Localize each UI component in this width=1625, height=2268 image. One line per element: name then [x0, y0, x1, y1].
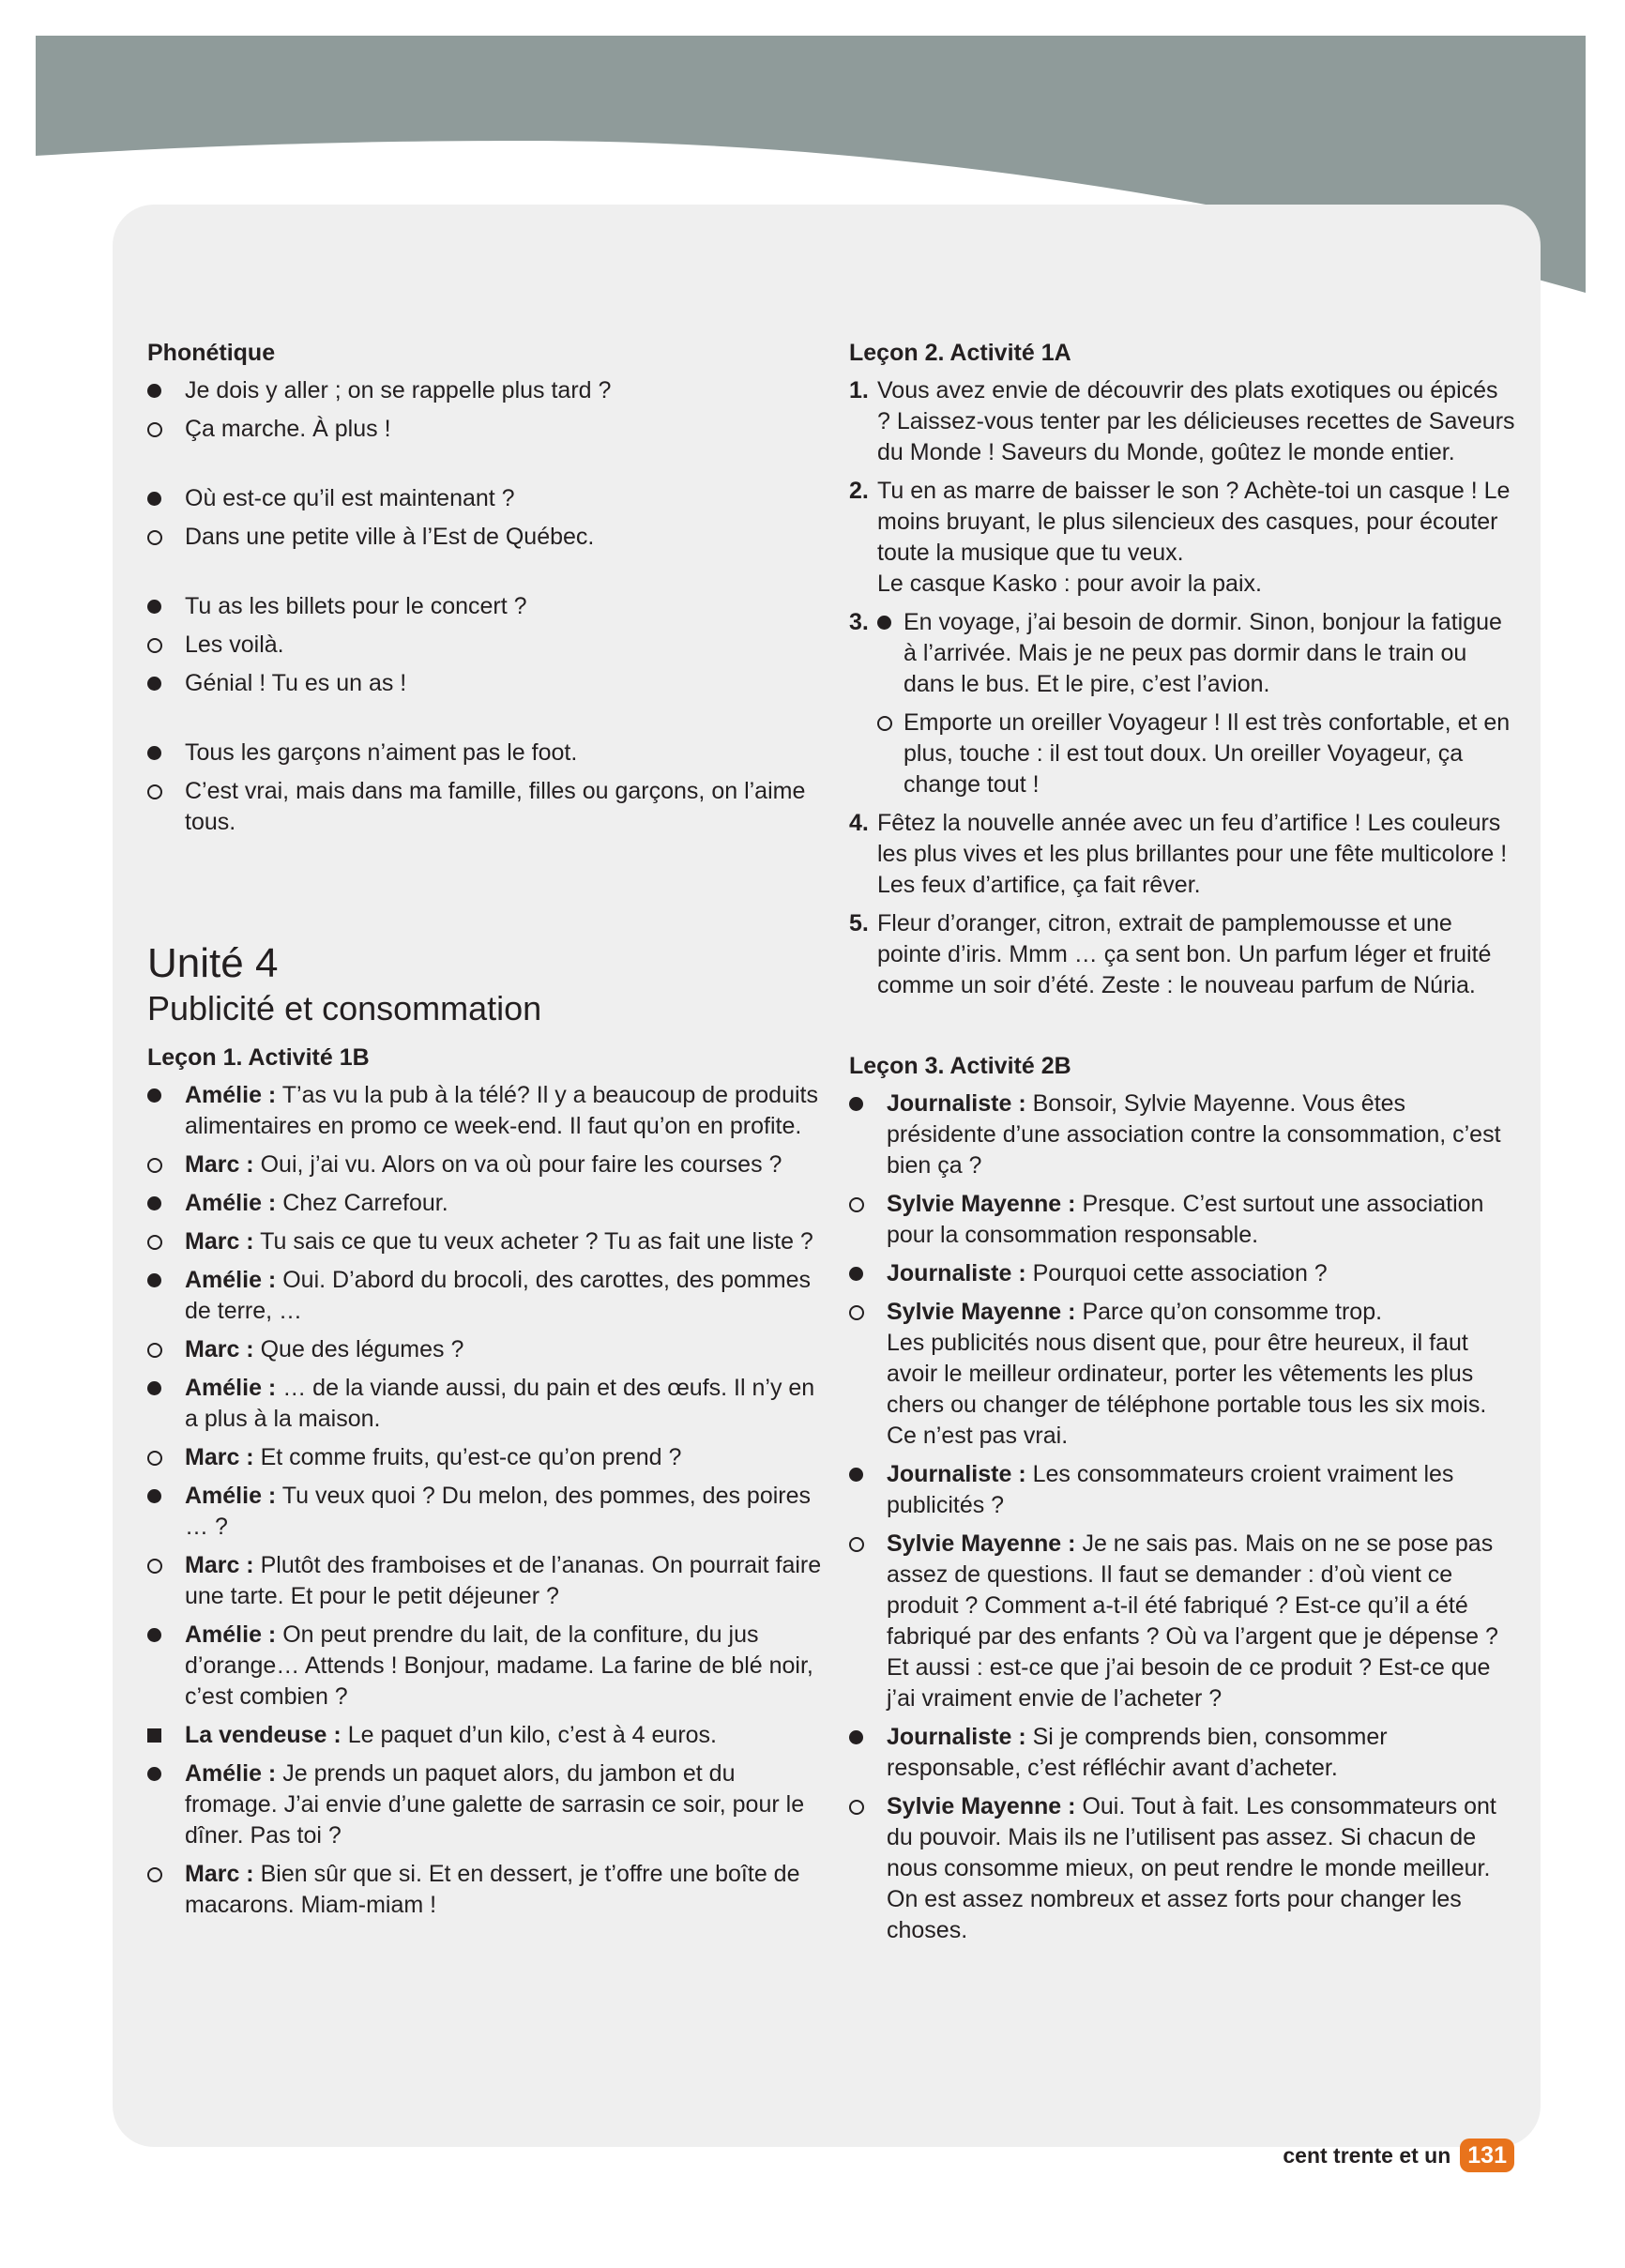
dialogue-text: Bonsoir, Sylvie Mayenne. Vous êtes présidente d’une association contre la consommation, c’est bien ça ?: [887, 1090, 1501, 1179]
phonetique-line: Tous les garçons n’aiment pas le foot.: [147, 738, 823, 769]
filled-bullet-icon: [147, 384, 161, 398]
dialogue-line: [147, 1334, 823, 1365]
dialogue-line: [849, 1258, 1517, 1289]
speaker-name: Amélie :: [185, 1760, 277, 1787]
dialogue-line: [147, 1859, 823, 1921]
filled-bullet-icon: [147, 1628, 161, 1642]
dialogue-line: [147, 1188, 823, 1219]
dialogue-line: [849, 1722, 1517, 1784]
phonetique-line: Je dois y aller ; on se rappelle plus tard ?: [147, 375, 823, 406]
dialogue-text: Que des légumes ?: [260, 1336, 464, 1362]
dialogue-line: [147, 1149, 823, 1180]
dialogue-line: [147, 1373, 823, 1435]
hollow-bullet-icon: [849, 1537, 864, 1552]
page-number-badge: 131: [1460, 2139, 1514, 2172]
hollow-bullet-icon: [147, 784, 162, 799]
speaker-name: Marc :: [185, 1444, 254, 1470]
dialogue-line: [147, 1265, 823, 1327]
hollow-bullet-icon: [147, 638, 162, 653]
filled-bullet-icon: [849, 1097, 863, 1111]
item-number: 5.: [849, 910, 869, 936]
dialogue-line: [147, 1442, 823, 1473]
dialogue-line: [849, 1088, 1517, 1181]
hollow-bullet-icon: [849, 1197, 864, 1212]
speaker-name: Amélie :: [185, 1483, 277, 1509]
speaker-name: Journaliste :: [887, 1090, 1026, 1117]
filled-bullet-icon: [147, 677, 161, 691]
speaker-name: Amélie :: [185, 1267, 277, 1293]
dialogue-text: Presque. C’est surtout une association pour la consommation responsable.: [887, 1191, 1484, 1248]
dialogue-text: Parce qu’on consomme trop.: [1082, 1299, 1383, 1325]
dialogue-line: [147, 1620, 823, 1712]
dialogue-text: Plutôt des framboises et de l’ananas. On pourrait faire une tarte. Et pour le petit déjeuner ?: [185, 1552, 822, 1609]
dialogue-text: Oui. Tout à fait. Les consommateurs ont du pouvoir. Mais ils ne l’utilisent pas assez. Si chacun de nous consomme mieux, on peut rendre le monde meilleur. On est assez nombreux et assez forts pour changer les choses.: [887, 1793, 1496, 1943]
unit-subtitle: Publicité et consommation: [147, 989, 542, 1027]
unit-title: Unité 4: [147, 940, 279, 986]
speaker-name: Journaliste :: [887, 1724, 1026, 1750]
speaker-name: Sylvie Mayenne :: [887, 1299, 1076, 1325]
section-title-lecon-3: Leçon 3. Activité 2B: [849, 1053, 1071, 1079]
dialogue-text: Bien sûr que si. Et en dessert, je t’offre une boîte de macarons. Miam-miam !: [185, 1861, 800, 1918]
dialogue-text-continued: Les publicités nous disent que, pour être heureux, il faut avoir le meilleur ordinateur, porter les vêtements les plus chers ou changer de téléphone portable tous les six mois. Ce n’est pas vrai.: [887, 1330, 1487, 1449]
filled-bullet-icon: [147, 492, 161, 506]
filled-bullet-icon: [147, 1273, 161, 1287]
filled-bullet-icon: [147, 1767, 161, 1781]
ad-text: Tu en as marre de baisser le son ? Achète-toi un casque ! Le moins bruyant, le plus silencieux des casques, pour écouter toute la musique que tu veux.: [877, 478, 1511, 566]
speaker-name: Marc :: [185, 1228, 254, 1255]
filled-bullet-icon: [877, 616, 891, 630]
item-number: 4.: [849, 810, 869, 836]
hollow-bullet-icon: [147, 422, 162, 437]
filled-bullet-icon: [147, 600, 161, 614]
section-title-lecon-2: Leçon 2. Activité 1A: [849, 340, 1071, 366]
speaker-name: Journaliste :: [887, 1260, 1026, 1286]
ad-dialogue-line: Emporte un oreiller Voyageur ! Il est très confortable, et en plus, touche : il est tout doux. Un oreiller Voyageur, ça change tout !: [877, 708, 1517, 800]
phonetique-line: Les voilà.: [147, 630, 823, 661]
item-number: 1.: [849, 377, 869, 403]
ad-text: Fêtez la nouvelle année avec un feu d’artifice ! Les couleurs les plus vives et les plus brillantes pour une fête multicolore ! Les feux d’artifice, ça fait rêver.: [877, 810, 1508, 898]
filled-bullet-icon: [849, 1468, 863, 1482]
section-title-lecon-1: Leçon 1. Activité 1B: [147, 1044, 370, 1071]
phonetique-line: Tu as les billets pour le concert ?: [147, 591, 823, 622]
page-footer: [1283, 2137, 1514, 2174]
ad-dialogue-line: En voyage, j’ai besoin de dormir. Sinon, bonjour la fatigue à l’arrivée. Mais je ne peux pas dormir dans le train ou dans le bus. Et le pire, c’est l’avion.: [877, 607, 1517, 700]
speaker-name: Amélie :: [185, 1082, 277, 1108]
dialogue-line: [849, 1189, 1517, 1251]
speaker-name: Marc :: [185, 1861, 254, 1887]
filled-bullet-icon: [147, 746, 161, 760]
speaker-name: Marc :: [185, 1151, 254, 1178]
phonetique-line: Dans une petite ville à l’Est de Québec.: [147, 522, 823, 553]
filled-bullet-icon: [849, 1730, 863, 1744]
item-number: 3.: [849, 609, 869, 635]
filled-bullet-icon: [147, 1088, 161, 1103]
dialogue-line: [849, 1529, 1517, 1714]
dialogue-line: [147, 1481, 823, 1543]
speaker-name: Sylvie Mayenne :: [887, 1530, 1076, 1557]
dialogue-line: [849, 1297, 1517, 1452]
dialogue-text: Le paquet d’un kilo, c’est à 4 euros.: [347, 1722, 717, 1748]
ad-item: [849, 476, 1517, 600]
dialogue-text: Et comme fruits, qu’est-ce qu’on prend ?: [260, 1444, 682, 1470]
hollow-bullet-icon: [147, 1559, 162, 1574]
speaker-name: Sylvie Mayenne :: [887, 1191, 1076, 1217]
dialogue-text: Tu veux quoi ? Du melon, des pommes, des poires … ?: [185, 1483, 812, 1540]
ad-item: [849, 908, 1517, 1001]
filled-bullet-icon: [849, 1267, 863, 1281]
ad-text: Vous avez envie de découvrir des plats exotiques ou épicés ? Laissez-vous tenter par les délicieuses recettes de Saveurs du Monde ! Saveurs du Monde, goûtez le monde entier.: [877, 377, 1515, 465]
speaker-name: Amélie :: [185, 1190, 277, 1216]
filled-bullet-icon: [147, 1381, 161, 1395]
ad-text: Fleur d’oranger, citron, extrait de pamplemousse et une pointe d’iris. Mmm … ça sent bon. Un parfum léger et fruité comme un soir d’été. Zeste : le nouveau parfum de Núria.: [877, 910, 1492, 998]
speaker-name: Marc :: [185, 1552, 254, 1578]
dialogue-text: On peut prendre du lait, de la confiture, du jus d’orange… Attends ! Bonjour, madame. La farine de blé noir, c’est combien ?: [185, 1621, 813, 1710]
dialogue-line: [147, 1080, 823, 1142]
ad-item: [849, 375, 1517, 468]
dialogue-text: Je prends un paquet alors, du jambon et du fromage. J’ai envie d’une galette de sarrasin ce soir, pour le dîner. Pas toi ?: [185, 1760, 805, 1849]
phonetique-line: Ça marche. À plus !: [147, 414, 823, 445]
dialogue-text: Pourquoi cette association ?: [1032, 1260, 1328, 1286]
speaker-name: Journaliste :: [887, 1461, 1026, 1487]
hollow-bullet-icon: [877, 716, 892, 731]
dialogue-text: T’as vu la pub à la télé? Il y a beaucoup de produits alimentaires en promo ce week-end. Il faut qu’on en profite.: [185, 1082, 818, 1139]
dialogue-text: Oui. D’abord du brocoli, des carottes, des pommes de terre, …: [185, 1267, 811, 1324]
left-column: [147, 338, 823, 1928]
dialogue-line: [147, 1550, 823, 1612]
dialogue-line: [849, 1459, 1517, 1521]
dialogue-text: Je ne sais pas. Mais on ne se pose pas assez de questions. Il faut se demander : d’où vient ce produit ? Comment a-t-il été fabriqué ? Est-ce qu’il a été fabriqué par des enfants ? Où va l’argent que je dépense ? Et aussi : est-ce que j’ai besoin de ce produit ? Est-ce que j’ai vraiment envie de l’acheter ?: [887, 1530, 1498, 1712]
right-column: [849, 338, 1517, 1954]
speaker-name: Marc :: [185, 1336, 254, 1362]
hollow-bullet-icon: [849, 1305, 864, 1320]
hollow-bullet-icon: [147, 530, 162, 545]
dialogue-line: [147, 1720, 823, 1751]
hollow-bullet-icon: [147, 1158, 162, 1173]
phonetique-line: Génial ! Tu es un as !: [147, 668, 823, 699]
hollow-bullet-icon: [849, 1800, 864, 1815]
page-number-words: cent trente et un: [1283, 2142, 1451, 2168]
hollow-bullet-icon: [147, 1451, 162, 1466]
phonetique-line: C’est vrai, mais dans ma famille, filles ou garçons, on l’aime tous.: [147, 776, 823, 838]
dialogue-line: [849, 1791, 1517, 1946]
dialogue-line: [147, 1226, 823, 1257]
ad-slogan: Le casque Kasko : pour avoir la paix.: [877, 571, 1262, 597]
hollow-bullet-icon: [147, 1235, 162, 1250]
item-number: 2.: [849, 478, 869, 504]
speaker-name: Amélie :: [185, 1621, 277, 1648]
ad-item: [849, 607, 1517, 800]
speaker-name: Sylvie Mayenne :: [887, 1793, 1076, 1819]
speaker-name: La vendeuse :: [185, 1722, 342, 1748]
dialogue-text: … de la viande aussi, du pain et des œufs. Il n’y en a plus à la maison.: [185, 1375, 815, 1432]
dialogue-text: Chez Carrefour.: [282, 1190, 448, 1216]
section-title-phonetique: Phonétique: [147, 340, 276, 366]
filled-bullet-icon: [147, 1196, 161, 1210]
dialogue-text: Oui, j’ai vu. Alors on va où pour faire les courses ?: [260, 1151, 782, 1178]
speaker-name: Amélie :: [185, 1375, 277, 1401]
phonetique-line: Où est-ce qu’il est maintenant ?: [147, 483, 823, 514]
dialogue-text: Tu sais ce que tu veux acheter ? Tu as fait une liste ?: [260, 1228, 813, 1255]
ad-item: [849, 808, 1517, 901]
square-bullet-icon: [147, 1728, 161, 1743]
hollow-bullet-icon: [147, 1343, 162, 1358]
dialogue-text: Si je comprends bien, consommer responsable, c’est réfléchir avant d’acheter.: [887, 1724, 1388, 1781]
dialogue-text: Les consommateurs croient vraiment les publicités ?: [887, 1461, 1454, 1518]
filled-bullet-icon: [147, 1489, 161, 1503]
hollow-bullet-icon: [147, 1867, 162, 1882]
dialogue-line: [147, 1758, 823, 1851]
